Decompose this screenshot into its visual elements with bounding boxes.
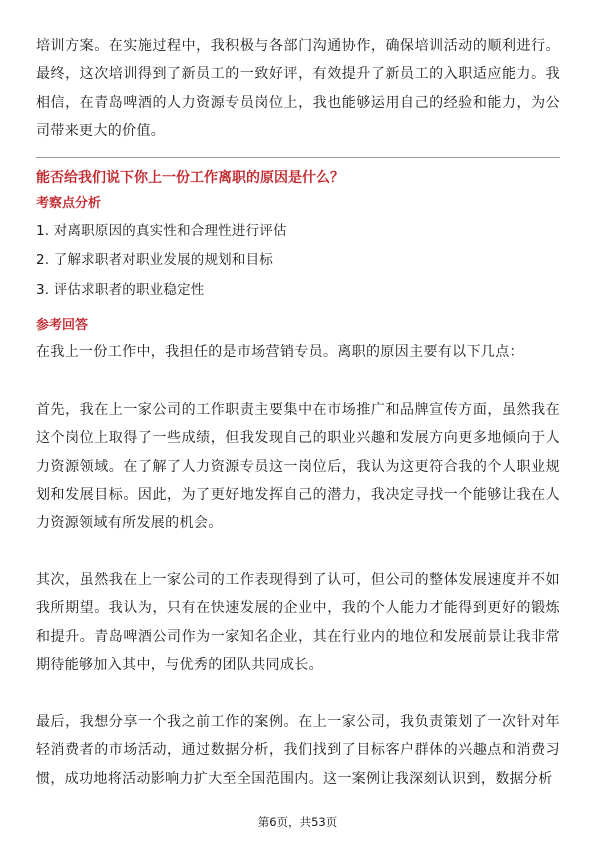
section-divider — [36, 157, 560, 158]
answer-opening: 在我上一份工作中，我担任的是市场营销专员。离职的原因主要有以下几点： — [36, 344, 524, 360]
analysis-heading: 考察点分析 — [36, 196, 102, 211]
analysis-item: 3. 评估求职者的职业稳定性 — [36, 282, 205, 298]
answer-paragraph-last: 最后，我想分享一个我之前工作的案例。在上一家公司，我负责策划了一次针对年轻消费者的市场活动，通过数据分析，我们找到了目标客户群体的兴趣点和消费习惯，成功地将活动影响力扩大至全国范围内。这一案例让我深刻认识到，数据分析 — [36, 714, 560, 787]
interview-question: 能否给我们说下你上一份工作离职的原因是什么？ — [36, 170, 344, 186]
answer-paragraph-second: 其次，虽然我在上一家公司的工作表现得到了认可，但公司的整体发展速度并不如我所期望。我认为，只有在快速发展的企业中，我的个人能力才能得到更好的锻炼和提升。青岛啤酒公司作为一家知名企业，其在行业内的地位和发展前景让我非常期待能够加入其中，与优秀的团队共同成长。 — [36, 572, 560, 673]
intro-paragraph: 培训方案。在实施过程中，我积极与各部门沟通协作，确保培训活动的顺利进行。最终，这次培训得到了新员工的一致好评，有效提升了新员工的入职适应能力。我相信，在青岛啤酒的人力资源专员岗位上，我也能够运用自己的经验和能力，为公司带来更大的价值。 — [36, 38, 560, 139]
analysis-item: 2. 了解求职者对职业发展的规划和目标 — [36, 252, 273, 268]
analysis-item: 1. 对离职原因的真实性和合理性进行评估 — [36, 223, 287, 239]
answer-paragraph-first: 首先，我在上一家公司的工作职责主要集中在市场推广和品牌宣传方面，虽然我在这个岗位上取得了一些成绩，但我发现自己的职业兴趣和发展方向更多地倾向于人力资源领域。在了解了人力资源专员这一岗位后，我认为这更符合我的个人职业规划和发展目标。因此，为了更好地发挥自己的潜力，我决定寻找一个能够让我在人力资源领域有所发展的机会。 — [36, 402, 560, 532]
answer-heading: 参考回答 — [36, 318, 89, 333]
page-number: 第6页，共53页 — [257, 815, 338, 829]
